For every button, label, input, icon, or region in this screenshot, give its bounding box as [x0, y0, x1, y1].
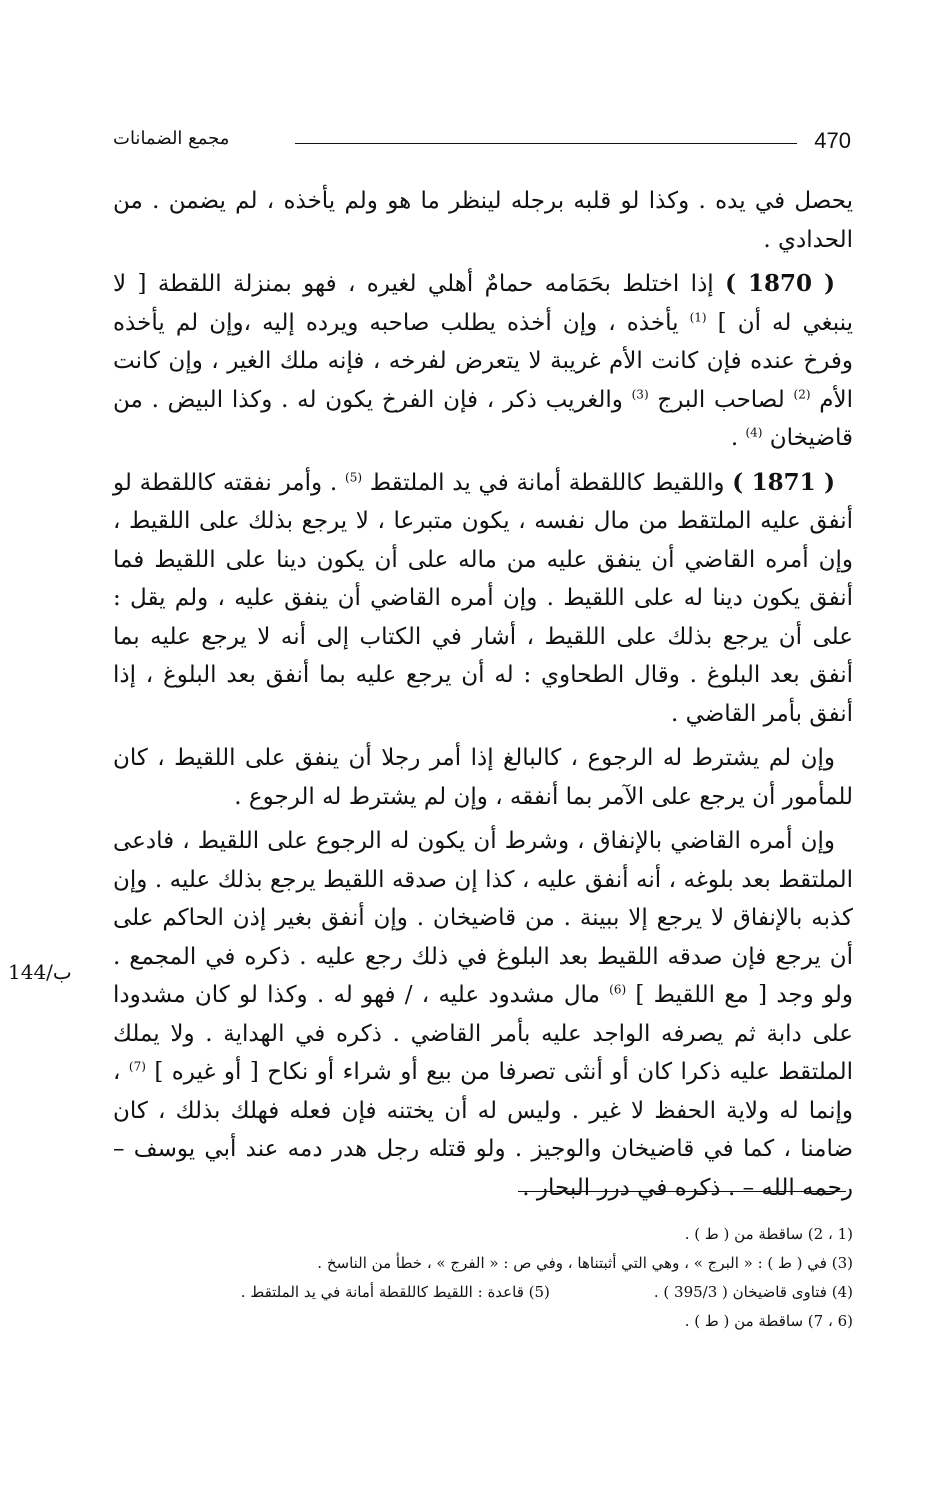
paragraph-1871 — [113, 464, 853, 734]
paragraph — [113, 739, 853, 816]
footnote-ref: (7) — [128, 1059, 146, 1074]
footnote-ref: (2) — [793, 386, 811, 401]
text-run: وإن أمره القاضي بالإنفاق ، وشرط أن يكون له الرجوع على اللقيط ، فادعى الملتقط بعد بلوغه ، أنه أنفق عليه ، كذا إن صدقه اللقيط يرجع بذلك عليه . وإن كذبه بالإنفاق لا يرجع إلا ببينة . من قاضيخان . وإن أنفق بغير إذن الحاكم على أن يرجع فإن صدقه اللقيط بعد البلوغ في ذلك رجع عليه . ذكره في المجمع . ولو وجد [ مع اللقيط ] — [113, 828, 853, 1008]
text-run: ، وإنما له ولاية الحفظ لا غير . وليس له أن يختنه فإن فعله فهلك بذلك ، كان ضامنا ، كما في قاضيخان والوجيز . ولو قتله رجل هدر دمه عند أبي يوسف – رحمه الله – . ذكره في درر البحار . — [113, 1059, 853, 1201]
running-title: مجمع الضمانات — [113, 128, 230, 149]
footnote-rule — [518, 1191, 846, 1192]
paragraph — [113, 822, 853, 1207]
header-rule — [295, 143, 797, 144]
footnote-ref: (5) — [345, 469, 363, 484]
footnote: (3) في ( ط ) : « البرج » ، وهي التي أثبتناها ، وفي ص : « الفرج » ، خطأ من الناسخ . — [317, 1254, 853, 1272]
paragraph-continuation — [113, 182, 853, 259]
text-run: إذا اختلط بحَمَامه حمامٌ أهلي لغيره ، فهو بمنزلة اللقطة [ لا ينبغي له أن ] — [113, 271, 854, 336]
text-run: . وأمر نفقته كاللقطة لو أنفق عليه الملتقط من مال نفسه ، يكون متبرعا ، لا يرجع بذلك على اللقيط ، وإن أمره القاضي أن ينفق عليه من ماله على أن يكون دينا على اللقيط فما أنفق يكون دينا له على اللقيط . وإن أمره القاضي أن ينفق عليه ، ولم يقل : على أن يرجع بذلك على اللقيط ، أشار في الكتاب إلى أنه لا يرجع عليه بما أنفق بعد البلوغ . وقال الطحاوي : له أن يرجع عليه بما أنفق بعد البلوغ ، إذا أنفق بأمر القاضي . — [113, 469, 853, 727]
footnote: (6 ، 7) ساقطة من ( ط ) . — [684, 1312, 853, 1330]
footnote: (4) فتاوى قاضيخان ( 395/3 ) . — [653, 1283, 853, 1301]
footnote-ref: (1) — [689, 309, 707, 324]
text-run: يحصل في يده . وكذا لو قلبه برجله لينظر ما هو ولم يأخذه ، لم يضمن . من الحدادي . — [113, 188, 853, 253]
footnotes — [113, 1220, 853, 1336]
footnote: (1 ، 2) ساقطة من ( ط ) . — [684, 1225, 853, 1243]
entry-number: ( 1871 ) — [732, 468, 836, 496]
entry-number: ( 1870 ) — [725, 270, 836, 297]
page-header — [113, 128, 851, 162]
main-text — [113, 182, 853, 1213]
footnote-ref: (4) — [745, 425, 763, 440]
footnote-row — [113, 1278, 853, 1307]
footnote-ref: (6) — [609, 982, 627, 997]
text-run: وإن لم يشترط له الرجوع ، كالبالغ إذا أمر رجلا أن ينفق على اللقيط ، كان للمأمور أن يرجع على الآمر بما أنفقه ، وإن لم يشترط له الرجوع . — [113, 745, 853, 810]
footnote-ref: (3) — [631, 386, 649, 401]
text-run: مال مشدود عليه ، / فهو له . وكذا لو كان مشدودا على دابة ثم يصرفه الواجد عليه بأمر القاضي . ذكره في الهداية . ولا يملك الملتقط عليه ذكرا كان أو أنثى تصرفا من بيع أو شراء أو نكاح [ أو غيره ] — [113, 982, 854, 1085]
text-run: لصاحب البرج — [648, 386, 794, 413]
text-run: يأخذه ، وإن أخذه يطلب صاحبه ويرده إليه ،وإن لم يأخذه وفرخ عنده فإن كانت الأم غريبة لا يتعرض لفرخه ، فإنه ملك الغير ، وإن كانت الأم — [113, 309, 854, 413]
text-run: واللقيط كاللقطة أمانة في يد الملتقط — [362, 469, 733, 496]
text-run: والغريب ذكر ، فإن الفرخ يكون له . وكذا البيض . من قاضيخان — [113, 386, 853, 451]
manuscript-folio-note: 144/ب — [8, 960, 72, 984]
footnote: (5) قاعدة : اللقيط كاللقطة أمانة في يد الملتقط . — [240, 1283, 550, 1301]
paragraph-1870 — [113, 265, 853, 458]
text-run: . — [730, 425, 746, 451]
page-number: 470 — [814, 128, 851, 153]
